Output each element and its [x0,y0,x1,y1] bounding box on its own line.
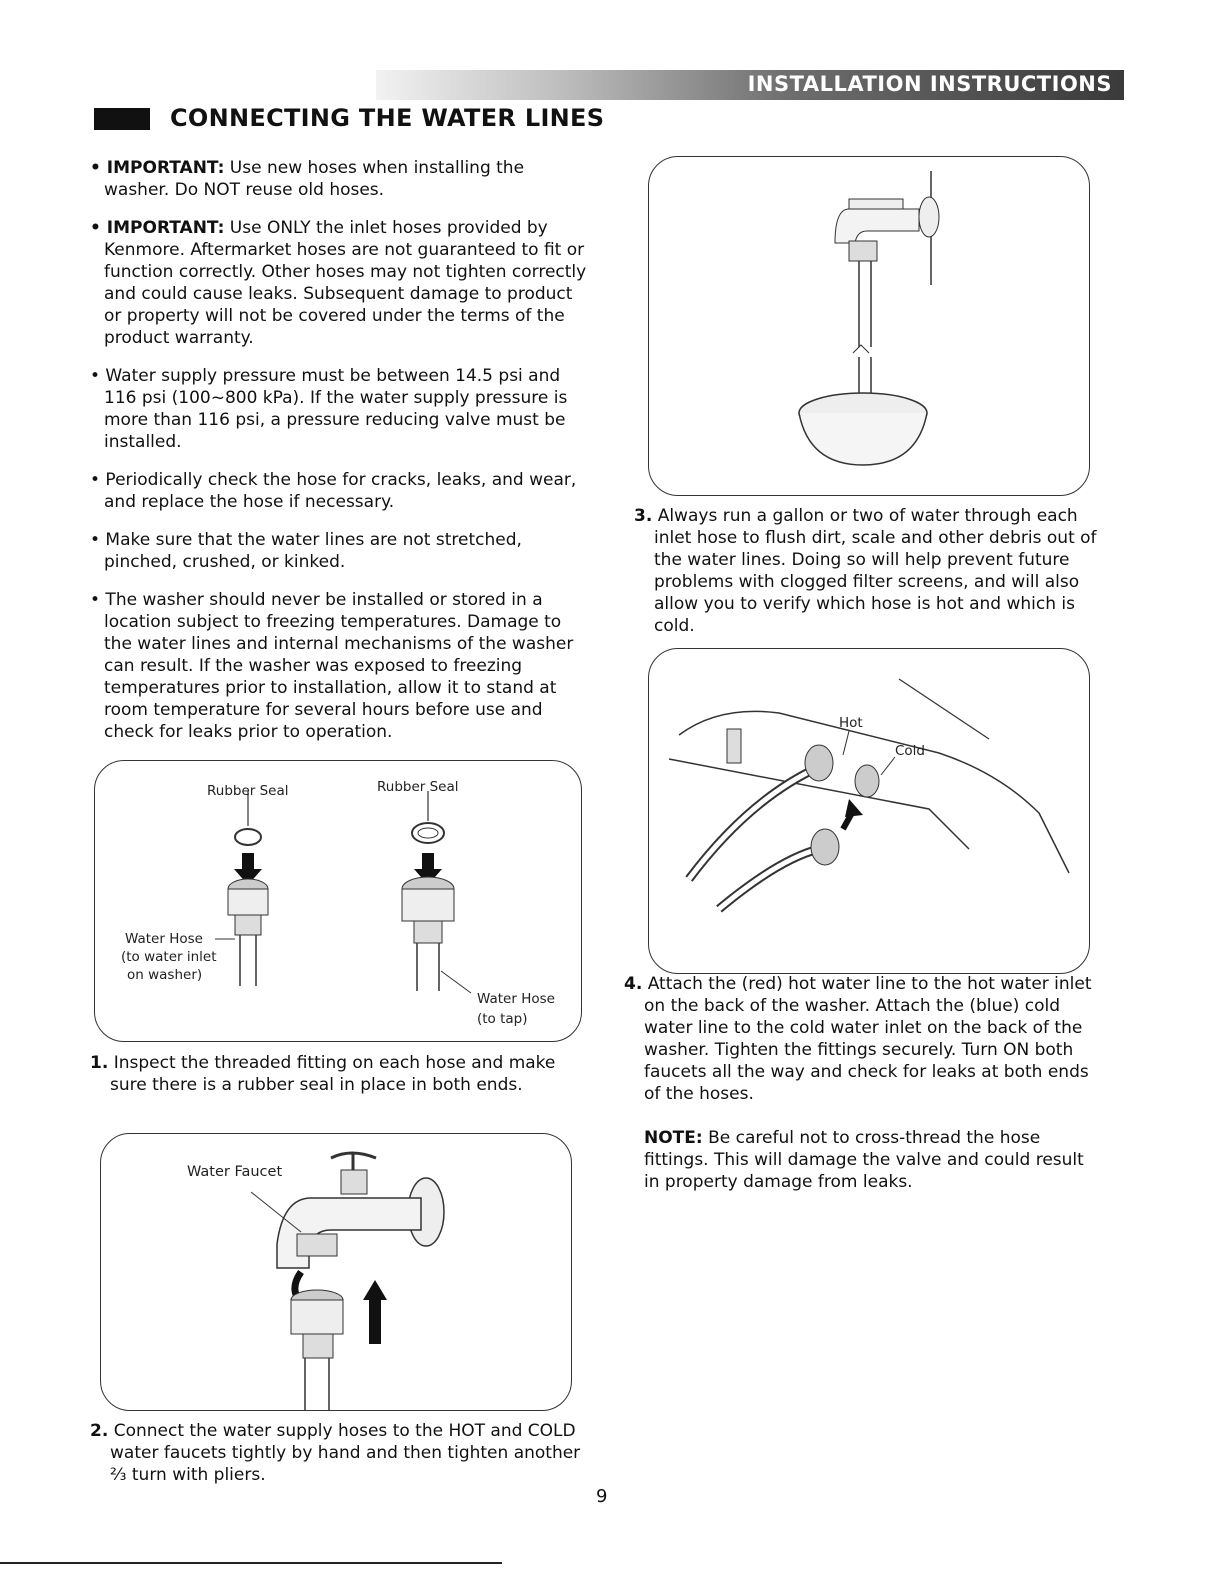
page-number: 9 [596,1486,608,1507]
flush-bucket-illustration [649,157,1089,495]
bullet-check-hose: • Periodically check the hose for cracks, leaks, and wear, and replace the hose if necessary. [90,470,577,512]
figure-washer-inlets [648,648,1090,974]
label-water-faucet: Water Faucet [187,1164,283,1180]
washer-inlets-illustration [649,649,1089,973]
label-rubber-seal-left: Rubber Seal [207,783,289,799]
bullet-important-1: • IMPORTANT: Use new hoses when installing the washer. Do NOT reuse old hoses. [90,158,525,200]
header-bar [376,70,1124,100]
bullet-not-stretched: • Make sure that the water lines are not stretched, pinched, crushed, or kinked. [90,530,522,572]
label-water-hose-washer: Water Hose [125,931,203,947]
figure-water-faucet [100,1133,572,1411]
section-title: CONNECTING THE WATER LINES [170,104,605,132]
label-rubber-seal-right: Rubber Seal [377,779,459,795]
header-title: INSTALLATION INSTRUCTIONS [747,72,1112,96]
figure-hose-fittings [94,760,582,1042]
note: NOTE: Be careful not to cross-thread the hose fittings. This will damage the valve and could result in property damage from leaks. [644,1128,1084,1192]
step-1: 1. Inspect the threaded fitting on each hose and make sure there is a rubber seal in place in both ends. [90,1053,556,1095]
faucet-illustration [101,1134,571,1410]
section-marker [94,108,150,130]
bullet-important-2: • IMPORTANT: Use ONLY the inlet hoses provided by Kenmore. Aftermarket hoses are not guaranteed to fit or function correctly. Other hoses may not tighten correctly and could cause leaks. Subsequent damage to product or property will not be covered under the terms of the product warranty. [90,218,587,348]
bullet-pressure: • Water supply pressure must be between 14.5 psi and 116 psi (100~800 kPa). If the water supply pressure is more than 116 psi, a pressure reducing valve must be installed. [90,366,568,452]
bottom-rule [0,1562,502,1564]
step-2: 2. Connect the water supply hoses to the HOT and COLD water faucets tightly by hand and then tighten another ⅔ turn with pliers. [90,1421,581,1485]
label-cold: Cold [895,743,926,759]
label-water-hose-tap-2: (to tap) [477,1011,528,1027]
step-4: 4. Attach the (red) hot water line to the hot water inlet on the back of the washer. Attach the (blue) cold water line to the cold water inlet on the back of the washer. Tighten the fittings securely. Turn ON both faucets all the way and check for leaks at both ends of the hoses. NOTE: Be careful not to cross-thread the hose fittings. This will damage the valve and could result in property damage from leaks. [624,973,1104,1209]
step-3: 3. Always run a gallon or two of water through each inlet hose to flush dirt, scale and other debris out of the water lines. Doing so will help prevent future problems with clogged filter screens, and will also allow you to verify which hose is hot and which is cold. [634,506,1097,636]
label-water-hose-washer-2: (to water inlet [121,949,217,965]
label-water-hose-washer-3: on washer) [127,967,203,983]
label-hot: Hot [839,715,863,731]
left-bullets [90,157,590,759]
bullet-freezing: • The washer should never be installed or stored in a location subject to freezing temperatures. Damage to the water lines and internal mechanisms of the washer can result. If the washer was exposed to freezing temperatures prior to installation, allow it to stand at room temperature for several hours before use and check for leaks prior to operation. [90,590,574,742]
figure-flush-bucket [648,156,1090,496]
label-water-hose-tap: Water Hose [477,991,555,1007]
